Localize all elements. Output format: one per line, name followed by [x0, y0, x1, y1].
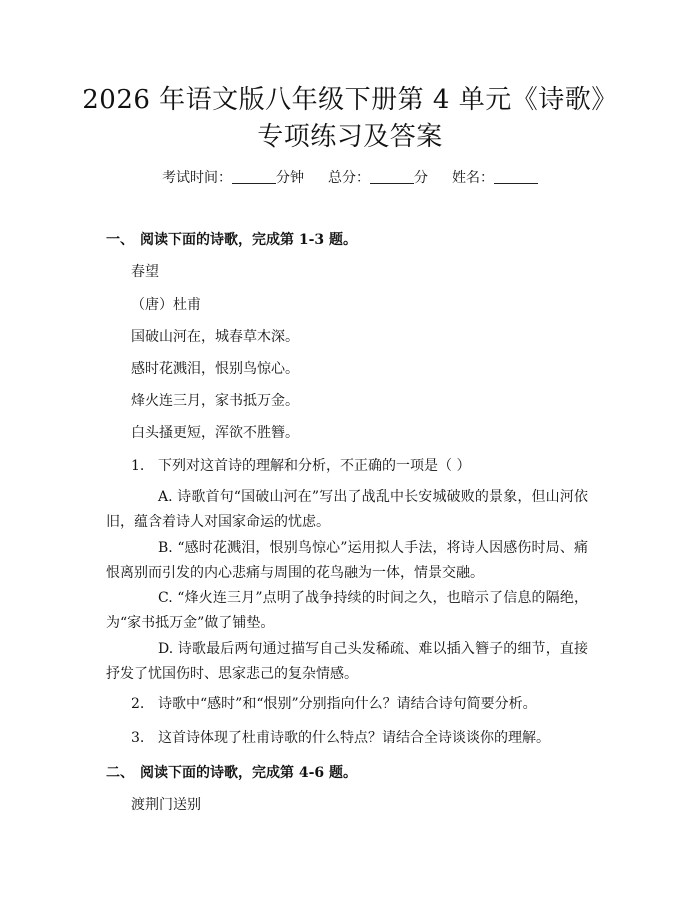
time-unit: 分钟: [276, 170, 304, 186]
option-d: D. 诗歌最后两句通过描写自己头发稀疏、难以插入簪子的细节，直接抒发了忧国伤时、思家悲己的复杂情感。: [106, 641, 588, 682]
name-blank: [494, 169, 538, 184]
question-2: [131, 694, 537, 714]
question-number: 2.: [131, 696, 145, 712]
question-text: 这首诗体现了杜甫诗歌的什么特点？请结合全诗谈谈你的理解。: [158, 730, 550, 746]
poem-title-2: 渡荆门送别: [131, 797, 201, 813]
time-blank: [232, 169, 276, 184]
question-1: [131, 456, 470, 476]
poem-line: 国破山河在，城春草木深。: [131, 329, 299, 345]
time-label: 考试时间：: [162, 170, 232, 186]
option-c: C. “烽火连三月”点明了战争持续的时间之久，也暗示了信息的隔绝，为“家书抵万金”做了铺垫。: [106, 590, 588, 631]
question-3: [131, 728, 550, 748]
score-blank: [370, 169, 414, 184]
question-text: 诗歌中“感时”和“恨别”分别指向什么？请结合诗句简要分析。: [158, 696, 537, 712]
name-label: 姓名：: [452, 170, 494, 186]
poem-line: 白头搔更短，浑欲不胜簪。: [131, 425, 299, 441]
poem-line: 感时花溅泪，恨别鸟惊心。: [131, 361, 299, 377]
section-1-text: 阅读下面的诗歌，完成第 1-3 题。: [140, 232, 358, 248]
option-b: B. “感时花溅泪，恨别鸟惊心”运用拟人手法，将诗人因感伤时局、痛恨离别而引发的内心悲痛与周围的花鸟融为一体，情景交融。: [106, 540, 588, 581]
poem-line: 烽火连三月，家书抵万金。: [131, 393, 299, 409]
document-title-line-2: 专项练习及答案: [257, 122, 443, 152]
section-2-heading: [106, 763, 357, 783]
section-1-number: 一、: [106, 232, 134, 248]
poem-author: （唐）杜甫: [131, 297, 201, 313]
exam-meta: [0, 168, 700, 188]
question-text: 下列对这首诗的理解和分析，不正确的一项是（ ）: [158, 458, 471, 474]
option-a: A. 诗歌首句“国破山河在”写出了战乱中长安城破败的景象，但山河依旧，蕴含着诗人对国家命运的忧虑。: [106, 489, 588, 530]
score-unit: 分: [414, 170, 428, 186]
score-label: 总分：: [328, 170, 370, 186]
poem-title: 春望: [131, 264, 159, 280]
question-number: 1.: [131, 458, 145, 474]
section-2-text: 阅读下面的诗歌，完成第 4-6 题。: [140, 765, 358, 781]
question-number: 3.: [131, 730, 145, 746]
section-1-heading: [106, 230, 357, 250]
section-2-number: 二、: [106, 765, 134, 781]
document-title-line-1: 2026 年语文版八年级下册第 4 单元《诗歌》: [82, 85, 618, 115]
